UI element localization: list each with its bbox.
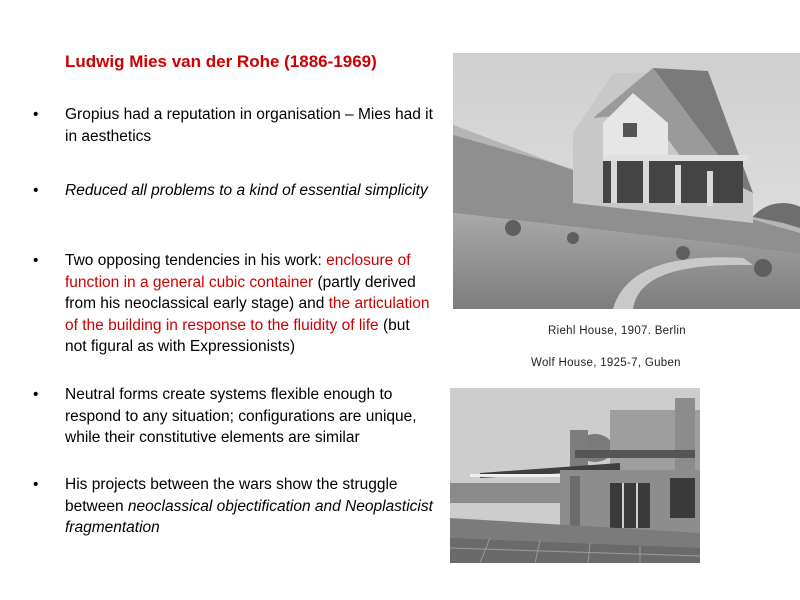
bullet-segment: Two opposing tendencies in his work: — [65, 252, 327, 269]
bullet-segment: (partly derived from his neoclassical early stage) and — [65, 273, 416, 312]
bullet-text — [65, 104, 435, 147]
bullet-segment-highlight: enclosure of function in a general cubic container — [65, 252, 411, 291]
bullet-dot: • — [33, 106, 39, 123]
bullet-segment-highlight: the articulation of the building in response to the fluidity of life — [65, 295, 430, 334]
riehl-house-photo — [453, 53, 800, 309]
riehl-house-caption: Riehl House, 1907. Berlin — [548, 325, 686, 337]
bullet-text — [65, 384, 435, 449]
bullet-text — [65, 180, 435, 202]
bullet-segment-italic: neoclassical objectification and Neoplasticist fragmentation — [65, 497, 433, 536]
bullet-text — [65, 474, 435, 539]
bullet-dot: • — [33, 386, 39, 403]
bullet-segment: Neutral forms create systems flexible enough to respond to any situation; configurations are unique, while their constitutive elements are similar — [65, 386, 417, 446]
wolf-house-caption: Wolf House, 1925-7, Guben — [531, 357, 681, 369]
wolf-house-photo — [450, 388, 700, 563]
bullet-dot: • — [33, 182, 39, 199]
bullet-segment: Gropius had a reputation in organisation – Mies had it in aesthetics — [65, 106, 433, 145]
bullet-segment: (but not figural as with Expressionists) — [65, 316, 410, 355]
bullet-dot: • — [33, 252, 39, 269]
slide-title: Ludwig Mies van der Rohe (1886-1969) — [65, 52, 377, 71]
bullet-segment: His projects between the wars show the struggle between — [65, 476, 398, 515]
bullet-text — [65, 250, 435, 358]
bullet-dot: • — [33, 476, 39, 493]
bullet-segment: Reduced all problems to a kind of essential simplicity — [65, 182, 428, 199]
